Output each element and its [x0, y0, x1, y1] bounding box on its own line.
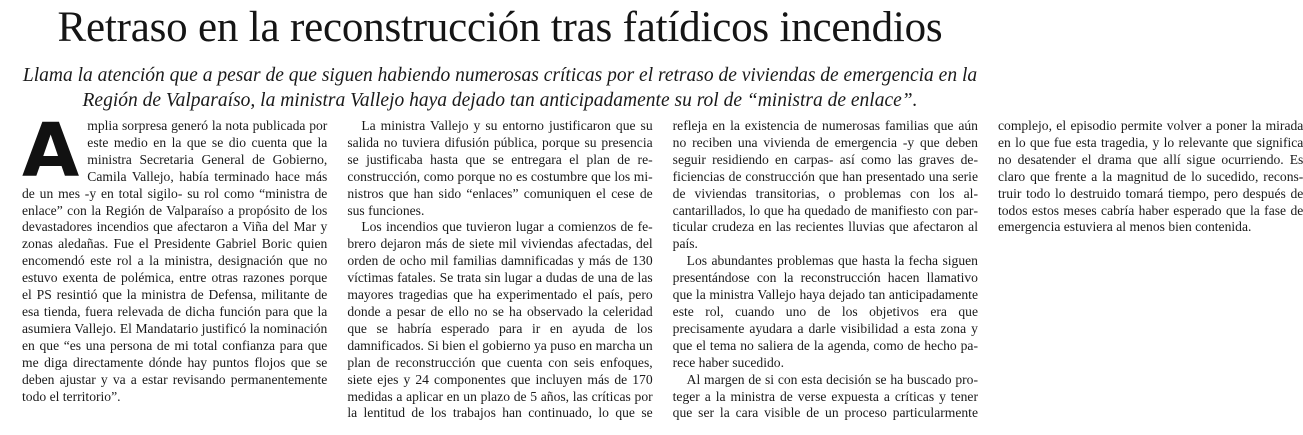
article-paragraph-2: La ministra Vallejo y su entorno justificaron que su salida no tuviera difusión pública, porque su presencia se justificaba hasta que se entregara el plan de reconstrucción, como porque no es costumbre que los ministros que han sido “enlaces” comuniquen el cese de sus funciones.	[347, 118, 653, 218]
article-paragraph-1	[22, 108, 328, 405]
drop-cap: A	[22, 108, 80, 194]
article-paragraph-5: Al margen de si con esta decisión se ha buscado proteger a la ministra de verse expuesta a críticas y tener que ser la cara visible de un proceso particularmente complejo, el episodio permite volver a poner la mirada en lo que fue esta tragedia, y lo relevante que significa no desatender el drama que allí sigue ocurriendo. Es claro que frente a la magnitud de lo sucedido, reconstruir todo lo destruido tomará tiempo, pero después de todos estos meses cabría haber esperado que la fase de emergencia estuviera al menos bien contenida.	[672, 118, 1303, 421]
deck-subtitle: Llama la atención que a pesar de que siguen habiendo numerosas críticas por el retraso de viviendas de emergencia en la Región de Valparaíso, la ministra Vallejo haya dejado tan anticipadamente su rol de “ministra de enlace”.	[22, 65, 978, 111]
article-paragraph-3: Los incendios que tuvieron lugar a comienzos de febrero dejaron más de siete mil viviendas afectadas, del orden de ocho mil familias damnificadas y más de 130 víctimas fatales. Se trata sin lugar a dudas de una de las mayores tragedias que ha experimentado el país, pero donde a pesar de ello no se ha observado la celeridad que se habría esperado para ir en ayuda de los damnificados. Si bien el gobierno ya puso en marcha un plan de reconstrucción que cuenta con seis enfoques, siete ejes y 24 componentes que incluyen más de 170 medidas a aplicar en un plazo de 5 años, las críticas por la lentitud de los trabajos han continuado, lo que se refleja en la existencia de numerosas familias que aún no reciben una vivienda de emergencia -y que deben seguir residiendo en carpas- así como las graves deficiencias de construcción que han presentado una serie de viviendas transitorias, o problemas con los alcantarillados, lo que ha quedado de manifiesto con particular crudeza en las recientes lluvias que afectaron al país.	[347, 118, 978, 421]
article-body	[22, 108, 1303, 432]
headline: Retraso en la reconstrucción tras fatídicos incendios	[57, 4, 943, 51]
article-paragraph-4: Los abundantes problemas que hasta la fecha siguen presentándose con la reconstrucción hacen llamativo que la ministra Vallejo haya dejado tan anticipadamente este rol, cuando uno de los objetivos era que precisamente ayudara a darle visibilidad a esta zona y que el tema no saliera de la agenda, como de hecho parece haber sucedido.	[672, 253, 978, 370]
paragraph-1-text: mplia sorpresa generó la nota publicada por este medio en la que se dio cuenta que la ministra Secretaria General de Gobierno, Camila Vallejo, había terminado hace más de un mes -y en total sigilo- su rol como “ministra de enlace” con la Región de Valparaíso a propósito de los devastadores incendios que afectaron a Viña del Mar y zonas aledañas. Fue el Presidente Gabriel Boric quien encomendó este rol a la ministra, designación que no estuvo exenta de polémica, entre otras razones porque el PS resintió que la ministra de Defensa, militante de esa tienda, fuera relevada de dicha función para que la asumiera Vallejo. El Mandatario justificó la nominación en que “es una persona de mi total confianza para que me diga directamente dónde hay puntos flojos que se deben ajustar y va a estar revisando permanentemente todo el territorio”.	[22, 118, 328, 404]
